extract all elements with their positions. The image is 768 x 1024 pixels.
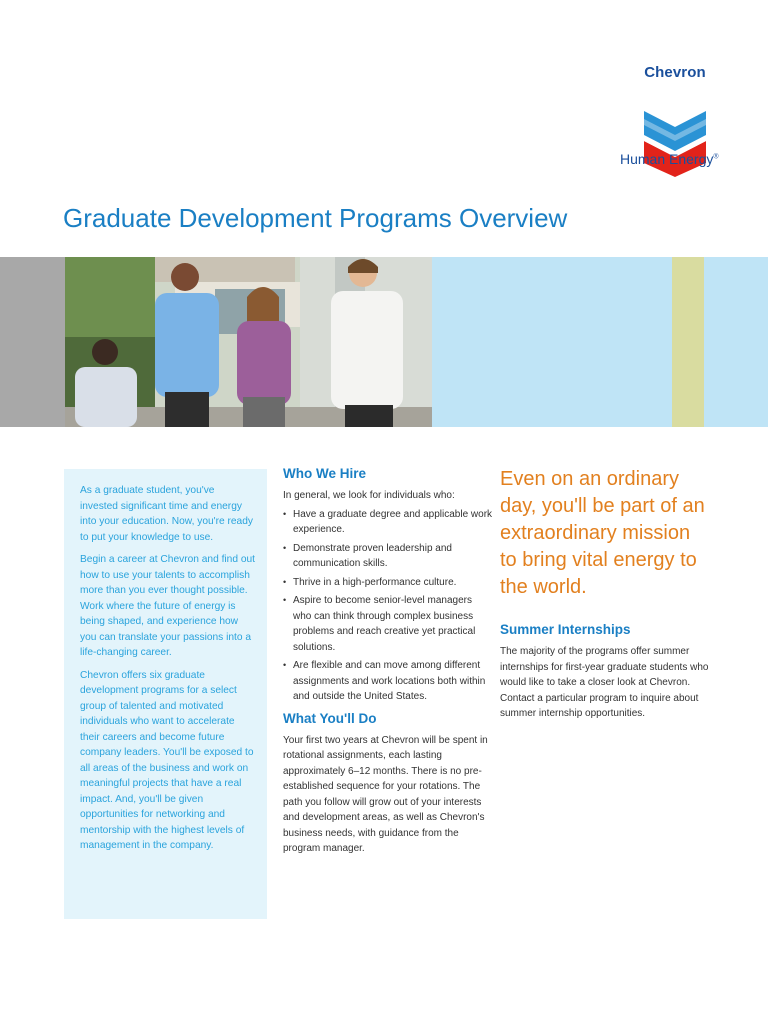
right-column (500, 466, 712, 722)
what-youll-do-heading: What You'll Do (283, 710, 377, 726)
pull-quote: Even on an ordinary day, you'll be part of an extraordinary mission to bring vital energy to the world. (500, 468, 705, 598)
photo-band (0, 257, 768, 427)
band-gray-block (0, 257, 65, 427)
page-title: Graduate Development Programs Overview (63, 203, 568, 233)
intro-sidebar (64, 469, 267, 919)
band-blue-block (432, 257, 768, 427)
logo-tagline: Human Energy® (620, 151, 719, 167)
who-we-hire-intro: In general, we look for individuals who: (283, 490, 455, 501)
list-item: • Thrive in a high-performance culture. (283, 575, 493, 591)
list-item: • Have a graduate degree and applicable work experience. (283, 507, 493, 538)
band-yellow-stripe (672, 257, 704, 427)
team-photo (65, 257, 432, 427)
sidebar-paragraph: Begin a career at Chevron and find out how to use your talents to accomplish more than you ever thought possible. Work where the future of energy is being shaped, and experience how you can translate your passions into a life-changing career. (80, 554, 255, 658)
list-item: • Aspire to become senior-level managers who can think through complex business problems and reach creative yet practical solutions. (283, 593, 493, 655)
who-we-hire-heading: Who We Hire (283, 466, 367, 481)
list-item: • Demonstrate proven leadership and communication skills. (283, 541, 493, 572)
team-photo-illustration (65, 257, 432, 427)
middle-column (283, 466, 493, 857)
chevron-emblem-icon (640, 83, 710, 201)
summer-internships-heading: Summer Internships (500, 622, 631, 637)
logo-wordmark: Chevron (644, 64, 706, 81)
what-youll-do-body: Your first two years at Chevron will be spent in rotational assignments, each lasting approximately 6–12 months. There is no pre-established sequence for your rotations. The path you follow will grow out of your interests and development areas, as well as Chevron's business needs, with guidance from the program manager. (283, 734, 488, 854)
sidebar-paragraph: As a graduate student, you've invested significant time and energy into your education. Now, you're ready to put your knowledge to use. (80, 485, 253, 543)
list-item: • Are flexible and can move among different assignments and work locations both within and outside the United States. (283, 658, 493, 705)
who-we-hire-list (283, 507, 493, 705)
sidebar-paragraph: Chevron offers six graduate development programs for a select group of talented and motivated individuals who want to accelerate their careers and become future company leaders. You'll be exposed to all areas of the business and work on meaningful projects that have a real impact. And, you'll be given opportunities for networking and mentorship with the highest levels of management in the company. (80, 669, 254, 851)
summer-internships-body: The majority of the programs offer summer internships for first-year graduate students who would like to take a closer look at Chevron. Contact a particular program to inquire about summer internship opportunities. (500, 646, 709, 719)
chevron-logo (616, 64, 734, 176)
